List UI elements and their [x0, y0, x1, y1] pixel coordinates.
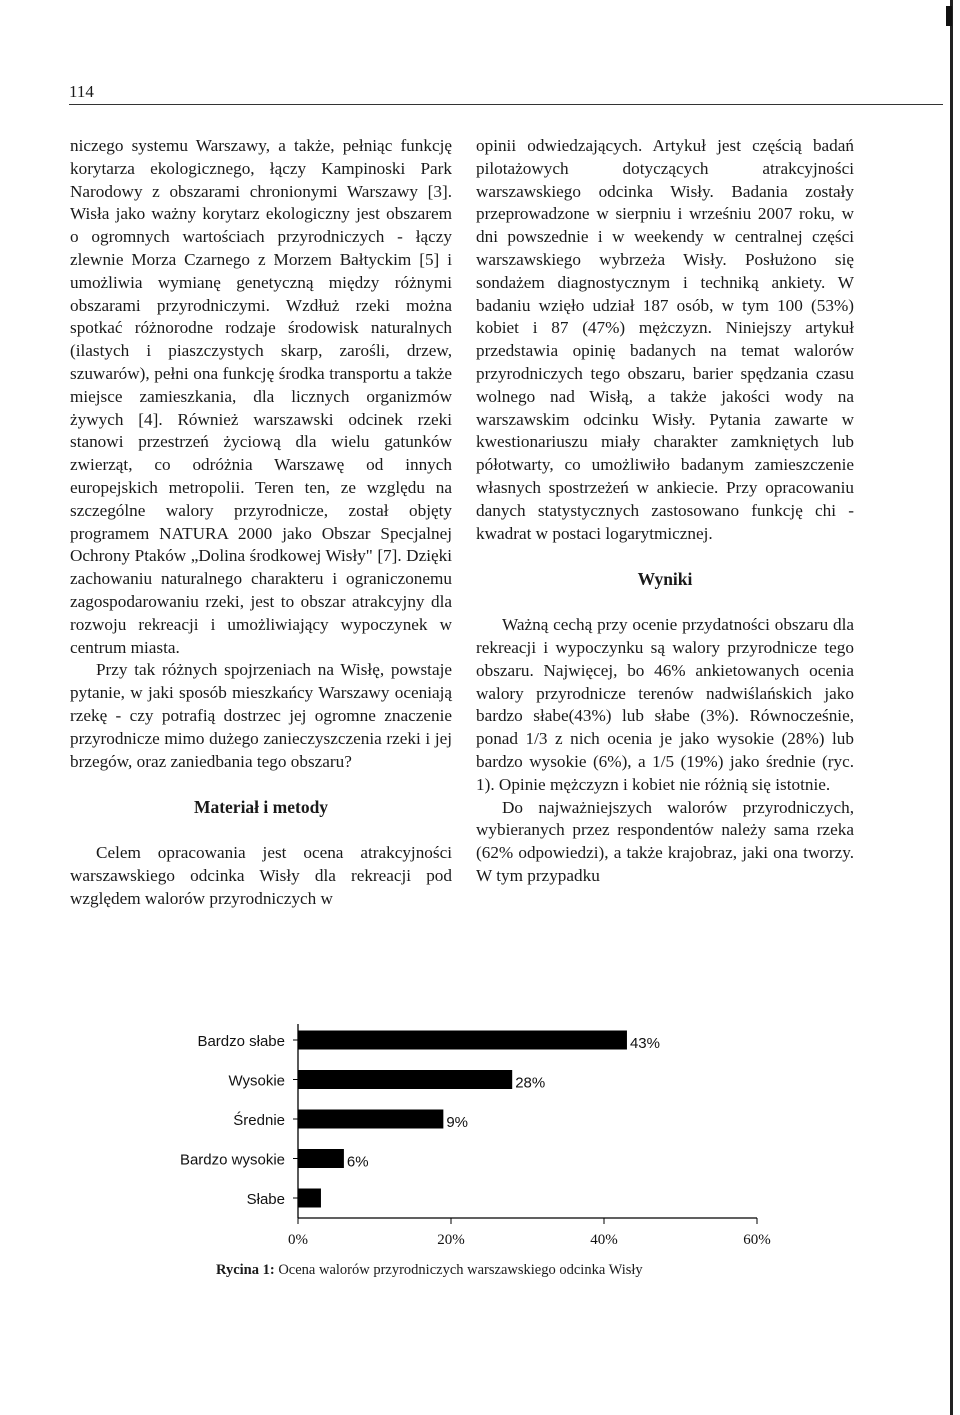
right-paragraph-1: opinii odwiedzających. Artykuł jest częścią badań pilotażowych dotyczących atrakcyjności warszawskiego odcinka Wisły. Badania zostały przeprowadzone w sierpniu i wrześniu 2007 roku, w dni powszednie i w weekendy w centralnej części warszawskiego wybrzeża Wisły. Posłużono się sondażem diagnostycznym i techniką ankiety. W badaniu wzięło udział 187 osób, w tym 100 (53%) kobiet i 87 (47%) mężczyzn. Niniejszy artykuł przedstawia opinię badanych na temat walorów przyrodniczych tego obszaru, barier spędzania czasu wolnego nad Wisłą, a także jakości wody na warszawskim odcinku Wisły. Pytania zawarte w kwestionariuszu miały charakter zamkniętych lub półotwarty, co umożliwiło badanym zamieszczenie własnych spostrzeżeń w ankiecie. Przy opracowaniu danych statystycznych zastosowano funkcję chi - kwadrat w postaci logarytmicznej.	[476, 136, 854, 543]
caption-text: Ocena walorów przyrodniczych warszawskiego odcinka Wisły	[278, 1262, 643, 1278]
x-tick-label: 0%	[288, 1232, 308, 1248]
category-label: Wysokie	[228, 1072, 285, 1090]
category-label: Bardzo wysokie	[179, 1151, 285, 1169]
category-label: Średnie	[233, 1112, 285, 1129]
data-label: 43%	[629, 1035, 660, 1052]
x-tick-label: 60%	[743, 1232, 771, 1248]
category-label: Bardzo słabe	[197, 1033, 285, 1050]
x-tick-label: 40%	[590, 1232, 618, 1248]
right-paragraph-2: Ważną cechą przy ocenie przydatności obszaru dla rekreacji i wypoczynku są walory przyrodnicze tego obszaru. Najwięcej, bo 46% ankietowanych ocenia walory przyrodnicze terenów nadwiślańskich jako bardzo słabe(43%) lub słabe (3%). Równocześnie, ponad 1/3 z nich ocenia je jako wysokie (28%) lub bardzo wysokie (6%), a 1/5 (19%) jako średnie (ryc. 1). Opinie mężczyzn i kobiet nie różnią się istotnie.	[476, 615, 854, 794]
left-paragraph-2: Przy tak różnych spojrzeniach na Wisłę, powstaje pytanie, w jaki sposób mieszkańcy Warszawy oceniają rzekę - czy potrafią dostrzec jej ogromne znaczenie przyrodnicze mimo dużego zanieczyszczenia rzeki i jej brzegów, oraz zaniedbania tego obszaru?	[70, 660, 452, 771]
figure-caption	[216, 1262, 736, 1279]
data-label: 28%	[515, 1074, 546, 1092]
left-paragraph-3: Celem opracowania jest ocena atrakcyjności warszawskiego odcinka Wisły dla rekreacji pod względem walorów przyrodniczych w	[70, 843, 452, 908]
category-label: Słabe	[246, 1191, 285, 1208]
data-label: 6%	[346, 1153, 369, 1171]
caption-label: Rycina 1:	[216, 1262, 275, 1278]
bar	[298, 1110, 443, 1129]
right-paragraph-3: Do najważniejszych walorów przyrodniczych, wybieranych przez respondentów należy sama rzeka (62% odpowiedzi), a także krajobraz, jaki ona tworzy. W tym przypadku	[476, 797, 854, 885]
section-heading-methods: Materiał i metody	[193, 797, 329, 818]
bar	[298, 1070, 512, 1089]
section-heading-results: Wyniki	[637, 569, 693, 590]
bar	[298, 1189, 321, 1208]
bar	[298, 1149, 344, 1168]
bar	[298, 1031, 627, 1050]
x-tick-label: 20%	[437, 1232, 465, 1248]
page-number: 114	[69, 82, 94, 101]
left-paragraph-1: niczego systemu Warszawy, a także, pełniąc funkcję korytarza ekologicznego, łączy Kampinoski Park Narodowy z obszarami chronionymi Warszawy [3]. Wisła jako ważny korytarz ekologiczny jest obszarem o ogromnych wartościach przyrodniczych - łączy zlewnie Morza Czarnego z Morzem Bałtyckim [5] i umożliwia wymianę genetyczną między różnymi obszarami przyrodniczymi. Wzdłuż rzeki można spotkać różnorodne rodzaje środowisk naturalnych (ilastych i piaszczystych skarp, zarośli, drzew, szuwarów), pełni ona funkcję środka transportu a także miejsce zamieszkania, dla licznych organizmów żywych [4]. Również warszawski odcinek rzeki stanowi przestrzeń życiową dla wielu gatunków zwierząt, co odróżnia Warszawę od innych europejskich metropolii. Teren ten, ze względu na szczególne walory przyrodnicze, został objęty programem NATURA 2000 jako Obszar Specjalnej Ochrony Ptaków „Dolina środkowej Wisły" [7]. Dzięki zachowaniu naturalnego charakteru i ograniczonemu zagospodarowaniu rzeki, jest to obszar atrakcyjny dla rozwoju rekreacji i umożliwiający wypoczynek w centrum miasta.	[70, 136, 452, 657]
data-label: 9%	[446, 1114, 469, 1131]
